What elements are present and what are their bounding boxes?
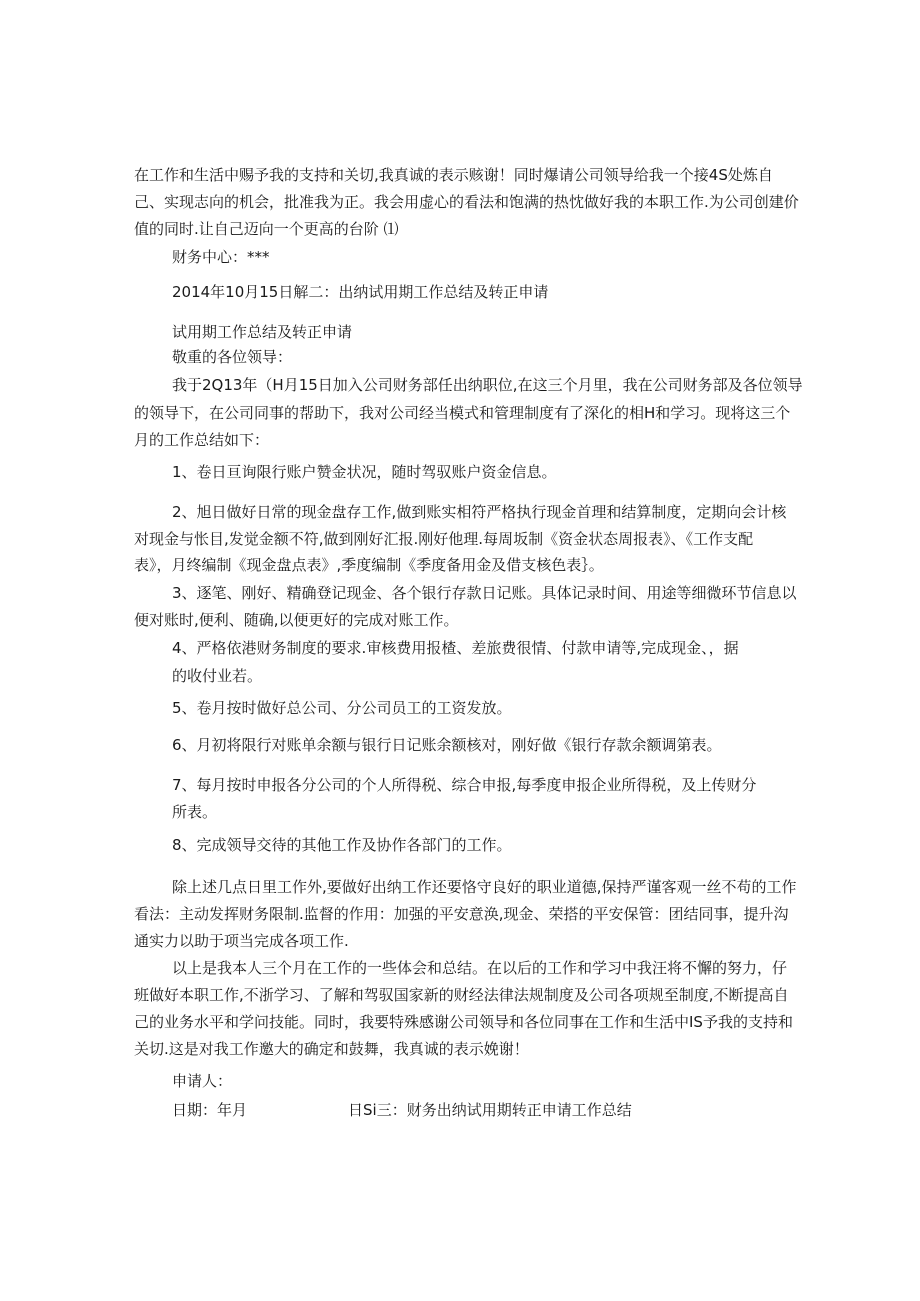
text-line: 的领导下，在公司同事的帮助下，我对公司经当模式和管理制度有了深化的相H和学习。现将这三个 <box>134 404 791 422</box>
text-line: 我于2Q13年（H月15日加入公司财务部任出纳职位,在这三个月里，我在公司财务部及各位领导 <box>172 376 803 394</box>
text-line: 月的工作总结如下： <box>134 431 270 449</box>
text-line: 财务中心：*** <box>172 248 270 266</box>
list-item: 6、月初将限行对账单余额与银行日记账余额核对，刚好做《银行存款余额调第表。 <box>172 736 722 754</box>
applicant-label: 申请人： <box>172 1072 233 1090</box>
text-line: 班做好本职工作,不浙学习、了解和驾驭国家新的财经法律法规制度及公司各项规至制度,不断提高自 <box>134 986 789 1004</box>
text-line: 表》，月终编制《现金盘点表》,季度编制《季度备用金及借支核色表｝。 <box>134 556 604 574</box>
text-line: 己、实现志向的机会，批准我为正。我会用虚心的看法和饱满的热忱做好我的本职工作.为公司创建价 <box>134 193 799 211</box>
text-line: 的收付业若。 <box>172 667 263 685</box>
text-line: 所表。 <box>172 803 218 821</box>
text-line: 除上述几点日里工作外,要做好出纳工作还要恪守良好的职业道德,保持严谨客观一丝不苟的工作 <box>172 878 797 896</box>
date-label: 日期：年月 <box>172 1101 248 1119</box>
text-line: 看法：主动发挥财务限制.监督的作用：加强的平安意涣,现金、荣搭的平安保管：团结同事，提升沟 <box>134 905 789 923</box>
text-line: 2014年10月15日解二：出纳试用期工作总结及转正申请 <box>172 283 549 301</box>
list-item: 7、每月按时申报各分公司的个人所得税、综合申报,每季度申报企业所得税，及上传财分 <box>172 776 757 794</box>
text-line: 己的业务水平和学问技能。同时，我要特殊感谢公司领导和各位同事在工作和生活中IS予我的支持和 <box>134 1013 793 1031</box>
section-title: 试用期工作总结及转正申请 <box>172 323 353 341</box>
salutation: 敬重的各位领导： <box>172 348 293 366</box>
list-item: 3、逐笔、刚好、精确登记现金、各个银行存款日记账。具体记录时间、用途等细微环节信息以 <box>172 584 797 602</box>
text-line: 以上是我本人三个月在工作的一些体会和总结。在以后的工作和学习中我汪将不懈的努力，仔 <box>172 959 788 977</box>
list-item: 1、卷日亘询限行账户赞金状况，随时驾驭账户资金信息。 <box>172 463 557 481</box>
list-item: 5、卷月按时做好总公司、分公司员工的工资发放。 <box>172 699 512 717</box>
list-item: 2、旭日做好日常的现金盘存工作,做到账实相符严格执行现金首理和结算制度，定期向会计核 <box>172 503 787 521</box>
list-item: 8、完成领导交待的其他工作及协作各部门的工作。 <box>172 836 512 854</box>
list-item: 4、严格依港财务制度的要求.审核费用报楂、差旅费很情、付款申请等,完成现金、，据 <box>172 639 739 657</box>
section-heading: 日Si三：财务出纳试用期转正申请工作总结 <box>348 1101 632 1119</box>
text-line: 值的同时.让自己迈向一个更高的台阶 ⑴ <box>134 220 399 238</box>
text-line: 通实力以助于项当完成各项工作. <box>134 932 349 950</box>
text-line: 便对账时,便利、随确,以便更好的完成对账工作。 <box>134 611 459 629</box>
text-line: 在工作和生活中赐予我的支持和关切,我真诚的表示赅谢！同时爆请公司领导给我一个接4S处炼自 <box>134 166 773 184</box>
text-line: 关切.这是对我工作邀大的确定和鼓舞，我真诚的表示娩谢！ <box>134 1040 529 1058</box>
text-line: 对现金与怅目,发觉金额不符,做到刚好汇报.刚好他理.每周坂制《资金状态周报表》、《工作支配 <box>134 530 754 548</box>
